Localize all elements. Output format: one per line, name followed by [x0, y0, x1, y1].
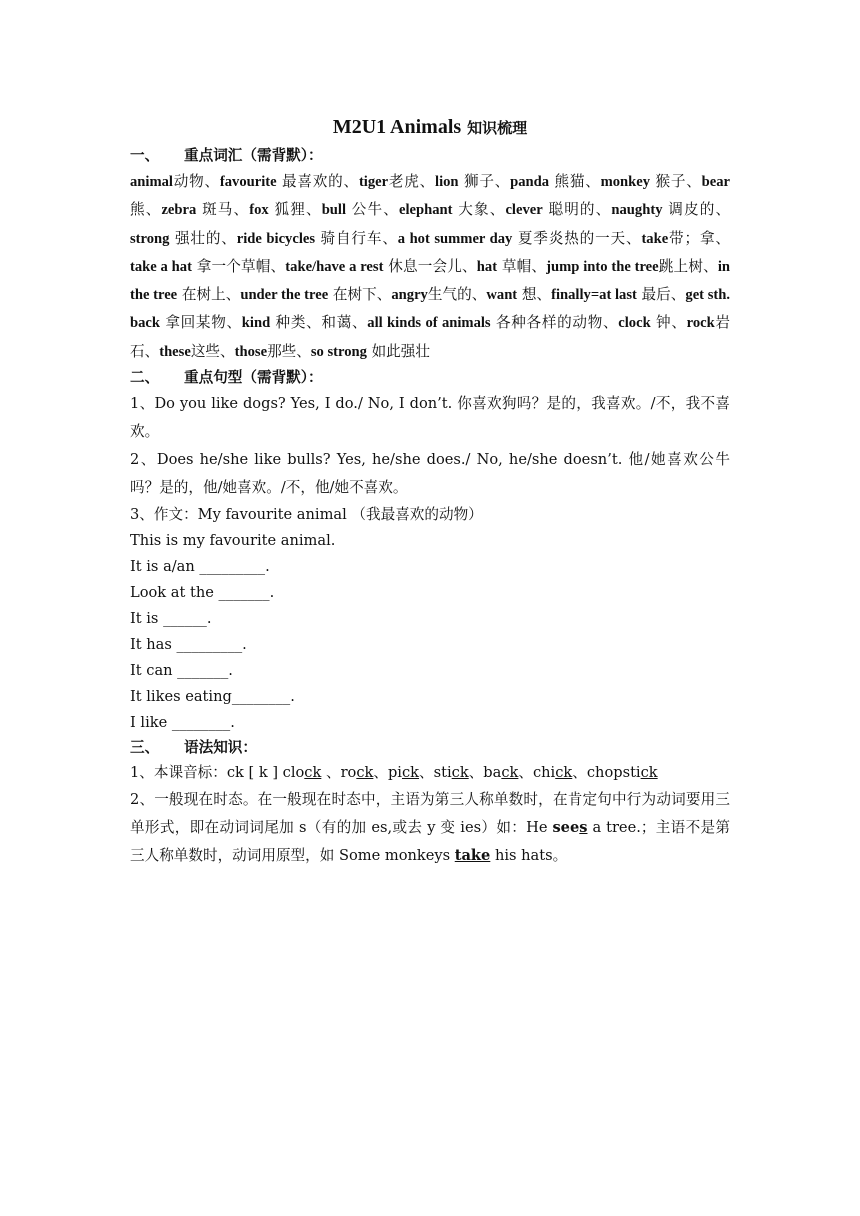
- composition-line: Look at the _______.: [130, 584, 275, 602]
- vocab-meaning: 拿一个草帽、: [191, 257, 286, 275]
- document-title: [130, 112, 730, 144]
- vocab-term: want: [486, 287, 518, 304]
- phonics-separator: 、: [468, 764, 484, 782]
- vocab-meaning: 熊、: [130, 201, 162, 219]
- title-chinese: 知识梳理: [467, 121, 528, 137]
- vocab-meaning: 斑马、: [196, 201, 250, 219]
- vocab-term: those: [234, 343, 268, 360]
- vocab-term: naughty: [611, 202, 663, 219]
- phonics-word-ck: ck: [640, 764, 658, 782]
- phonics-prefix: 1、本课音标：ck [ k ]: [130, 764, 283, 782]
- vocab-meaning: 聪明的、: [542, 201, 612, 219]
- example-verb-sees: [552, 819, 587, 836]
- grammar-text: a tree.；主语不是第三人称单数时，动词用原型，如 Some monkeys: [130, 819, 730, 865]
- composition-line: It is a/an _________.: [130, 558, 270, 576]
- vocab-meaning: 休息一会儿、: [383, 257, 477, 275]
- vocab-meaning: 在树下、: [328, 286, 392, 304]
- vocab-term: ride bicycles: [236, 230, 316, 247]
- section-label: 重点词汇（需背默）：: [184, 147, 323, 164]
- vocab-term: clock: [618, 315, 651, 332]
- phonics-separator: 、: [518, 764, 533, 782]
- vocab-term: bull: [321, 202, 347, 219]
- vocab-term: rock: [686, 315, 715, 332]
- vocab-term: bear: [701, 174, 730, 190]
- verb-suffix: s: [579, 819, 588, 837]
- vocab-term: in the tree: [130, 258, 730, 304]
- phonics-word-stem: ro: [340, 764, 357, 782]
- vocab-meaning: 调皮的、: [662, 201, 731, 219]
- composition-line: This is my favourite animal.: [130, 532, 336, 550]
- sentence-pattern-1: 1、Do you like dogs? Yes, I do./ No, I don’t. 你喜欢狗吗？是的，我喜欢。/不，我不喜欢。: [130, 395, 730, 441]
- vocab-meaning: 最喜欢的、: [276, 173, 359, 190]
- sentence-pattern-2: 2、Does he/she like bulls? Yes, he/she does./ No, he/she doesn’t. 他/她喜欢公牛吗？是的，他/她喜欢。/不，他/她不喜欢。: [130, 451, 730, 497]
- phonics-separator: 、: [321, 764, 341, 782]
- composition-line: I like ________.: [130, 714, 235, 732]
- vocab-meaning: 种类、和蔼、: [270, 314, 368, 332]
- vocab-term: animal: [130, 174, 173, 190]
- vocab-term: strong: [130, 230, 170, 247]
- phonics-word-ck: ck: [451, 764, 469, 782]
- phonics-word-ck: ck: [304, 764, 322, 782]
- section-label: 语法知识：: [184, 739, 257, 757]
- vocab-term: all kinds of animals: [367, 315, 491, 332]
- vocab-meaning: 公牛、: [346, 201, 399, 219]
- vocab-meaning: 钟、: [650, 314, 687, 332]
- phonics-word-ck: ck: [401, 764, 420, 782]
- phonics-word-stem: chi: [532, 764, 556, 782]
- section-number: 二、: [130, 369, 160, 387]
- composition-line: It has _________.: [130, 636, 247, 654]
- composition-line: It likes eating________.: [130, 688, 295, 706]
- vocab-term: clever: [505, 202, 543, 219]
- vocab-meaning: 熊猫、: [549, 173, 601, 190]
- section-number: 三、: [130, 739, 160, 757]
- phonics-separator: 、: [572, 764, 587, 782]
- title-english: M2U1 Animals: [332, 116, 462, 138]
- vocab-meaning: 在树上、: [177, 286, 241, 304]
- vocab-term: panda: [510, 174, 550, 190]
- section-heading-vocabulary: [130, 144, 730, 168]
- phonics-separator: 、: [419, 764, 434, 782]
- vocab-meaning: 如此强壮: [366, 342, 430, 360]
- vocab-meaning: 岩石、: [130, 314, 731, 360]
- vocab-meaning: 各种各样的动物、: [490, 314, 619, 332]
- example-verb-take: take: [454, 847, 491, 865]
- phonics-word-stem: chopsti: [586, 764, 641, 782]
- vocab-meaning: 那些、: [267, 342, 311, 360]
- vocab-term: monkey: [600, 174, 651, 190]
- phonics-word-ck: ck: [356, 764, 374, 782]
- vocab-term: kind: [241, 315, 271, 332]
- vocab-meaning: 带；拿、: [668, 229, 730, 247]
- composition-line: It is ______.: [130, 610, 212, 628]
- vocab-meaning: 狮子、: [458, 173, 511, 190]
- phonics-word-ck: ck: [501, 764, 519, 782]
- vocab-term: get sth. back: [130, 287, 731, 332]
- vocab-term: under the tree: [240, 287, 329, 304]
- vocab-term: take a hat: [130, 258, 192, 275]
- vocab-meaning: 生气的、: [427, 286, 487, 304]
- vocab-term: lion: [435, 174, 459, 190]
- vocab-term: tiger: [358, 174, 389, 190]
- phonics-word-stem: clo: [282, 764, 305, 782]
- vocab-meaning: 拿回某物、: [160, 314, 242, 332]
- grammar-text: his hats。: [490, 847, 568, 865]
- vocab-meaning: 想、: [517, 286, 552, 304]
- grammar-phonics-line: [130, 760, 730, 786]
- vocab-term: take/have a rest: [285, 258, 384, 275]
- vocab-term: so strong: [310, 343, 367, 360]
- vocab-term: zebra: [161, 202, 197, 219]
- phonics-word-stem: sti: [433, 764, 452, 782]
- vocab-meaning: 跳上树、: [658, 257, 718, 275]
- vocab-term: take: [641, 230, 669, 247]
- grammar-tense-paragraph: [130, 786, 730, 870]
- vocab-meaning: 老虎、: [388, 173, 436, 190]
- vocab-term: elephant: [398, 202, 453, 219]
- vocab-term: hat: [476, 258, 498, 275]
- section-heading-grammar: [130, 736, 730, 760]
- document-page: [130, 112, 730, 870]
- vocab-meaning: 狐狸、: [268, 201, 322, 219]
- vocab-term: these: [159, 343, 191, 360]
- vocab-term: fox: [249, 202, 269, 219]
- phonics-word-ck: ck: [555, 764, 573, 782]
- vocab-term: jump into the tree: [546, 258, 659, 275]
- vocab-meaning: 大象、: [452, 201, 506, 219]
- verb-stem: see: [552, 819, 580, 837]
- section-label: 重点句型（需背默）：: [184, 369, 323, 387]
- vocab-meaning: 草帽、: [497, 257, 547, 275]
- vocab-term: a hot summer day: [397, 230, 513, 247]
- vocab-meaning: 这些、: [190, 342, 235, 360]
- vocab-meaning: 最后、: [636, 286, 686, 304]
- vocab-meaning: 强壮的、: [169, 229, 237, 247]
- grammar-text: 2、一般现在时态。在一般现在时态中，主语为第三人称单数时，在肯定句中行为动词要用三单形式，即在动词词尾加 s（有的加 es,或去 y 变 ies）如：He: [130, 791, 730, 837]
- vocab-meaning: 骑自行车、: [315, 229, 398, 247]
- composition-heading: 3、作文：My favourite animal （我最喜欢的动物）: [130, 506, 483, 524]
- section-number: 一、: [130, 147, 160, 164]
- vocabulary-paragraph: [130, 168, 730, 366]
- vocab-term: finally=at last: [551, 287, 637, 304]
- phonics-word-stem: pi: [387, 764, 402, 782]
- phonics-separator: 、: [373, 764, 388, 782]
- vocab-term: favourite: [219, 174, 277, 190]
- vocab-meaning: 猴子、: [650, 173, 702, 190]
- phonics-word-stem: ba: [483, 764, 502, 782]
- section-heading-sentences: [130, 366, 730, 390]
- vocab-meaning: 夏季炎热的一天、: [512, 229, 642, 247]
- composition-line: It can _______.: [130, 662, 233, 680]
- vocab-meaning: 动物、: [172, 173, 220, 190]
- vocab-term: angry: [391, 287, 428, 304]
